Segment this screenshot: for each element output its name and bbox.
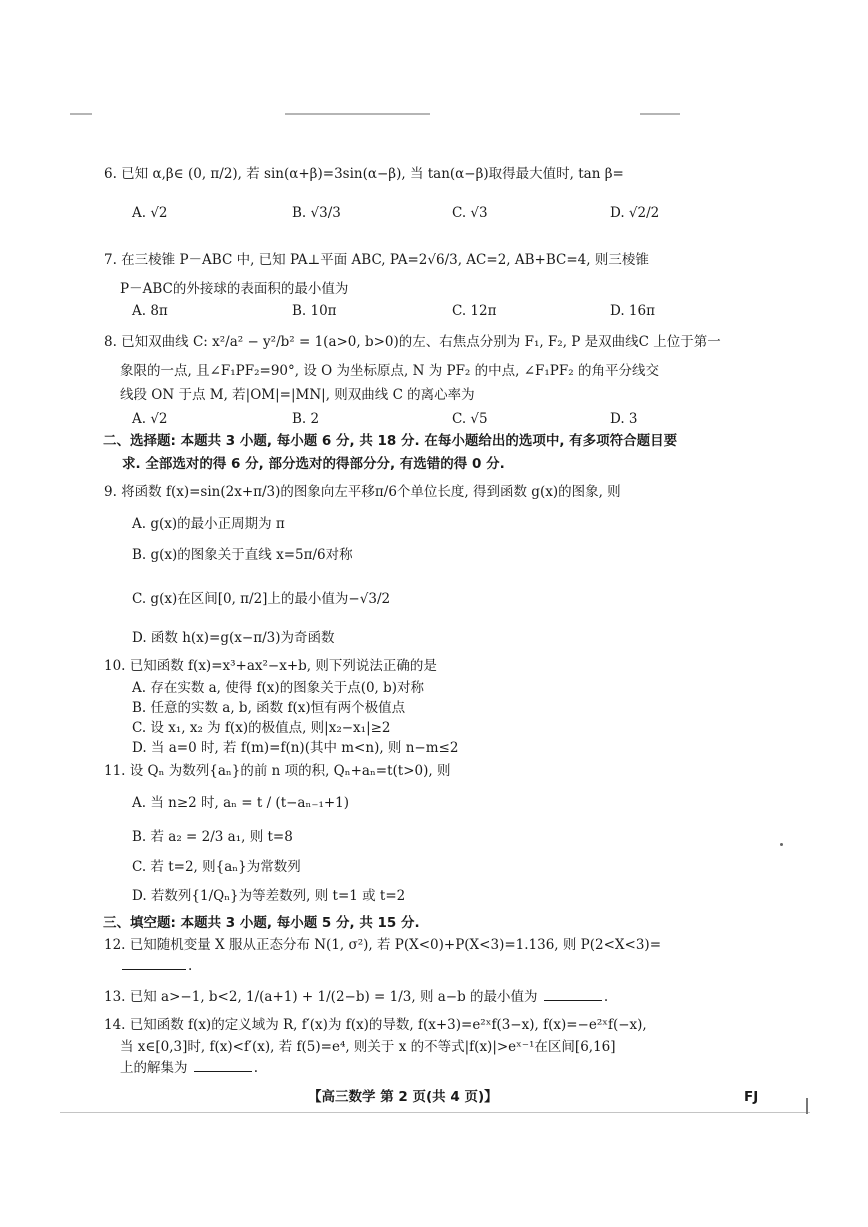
q7-option-b: B. 10π xyxy=(292,303,337,319)
top-rule-mid xyxy=(285,113,430,115)
q11-option-b: B. 若 a₂ = 2/3 a₁, 则 t=8 xyxy=(132,829,293,845)
q8-line2: 象限的一点, 且∠F₁PF₂=90°, 设 O 为坐标原点, N 为 PF₂ 的中点, ∠F₁PF₂ 的角平分线交 xyxy=(120,363,659,379)
q9-stem: 9. 将函数 f(x)=sin(2x+π/3)的图象向左平移π/6个单位长度, 得到函数 g(x)的图象, 则 xyxy=(104,484,621,500)
q8-option-a: A. √2 xyxy=(132,411,168,427)
q6-stem: 6. 已知 α,β∈ (0, π/2), 若 sin(α+β)=3sin(α−β), 当 tan(α−β)取得最大值时, tan β= xyxy=(104,166,624,182)
q12-period: . xyxy=(188,958,193,974)
q10-option-b: B. 任意的实数 a, b, 函数 f(x)恒有两个极值点 xyxy=(132,700,406,716)
top-rule-left xyxy=(70,113,92,115)
q6-option-c: C. √3 xyxy=(452,205,488,221)
q9-option-b: B. g(x)的图象关于直线 x=5π/6对称 xyxy=(132,547,353,563)
bottom-rule xyxy=(60,1112,810,1113)
scan-edge-mark xyxy=(806,1098,808,1114)
q6-option-a: A. √2 xyxy=(132,205,168,221)
q6-option-b: B. √3/3 xyxy=(292,205,341,221)
q7-option-c: C. 12π xyxy=(452,303,497,319)
scan-dot xyxy=(780,843,783,846)
q8-line1: 8. 已知双曲线 C: x²/a² − y²/b² = 1(a>0, b>0)的左、右焦点分别为 F₁, F₂, P 是双曲线C 上位于第一 xyxy=(104,334,721,350)
q12-answer-line xyxy=(120,958,192,974)
q14-line2: 当 x∈[0,3]时, f(x)<f′(x), 若 f(5)=e⁴, 则关于 x 的不等式|f(x)|>eˣ⁻¹在区间[6,16] xyxy=(120,1039,616,1055)
q8-option-d: D. 3 xyxy=(610,411,638,427)
q9-option-c: C. g(x)在区间[0, π/2]上的最小值为−√3/2 xyxy=(132,591,391,607)
q14-period: . xyxy=(253,1060,259,1076)
q11-option-d: D. 若数列{1/Qₙ}为等差数列, 则 t=1 或 t=2 xyxy=(132,888,406,904)
q13-period: . xyxy=(603,989,609,1005)
q7-line1: 7. 在三棱锥 P－ABC 中, 已知 PA⊥平面 ABC, PA=2√6/3, AC=2, AB+BC=4, 则三棱锥 xyxy=(104,252,649,268)
q7-option-a: A. 8π xyxy=(132,303,168,319)
q7-line2: P－ABC的外接球的表面积的最小值为 xyxy=(120,281,349,297)
q13-text: 13. 已知 a>−1, b<2, 1/(a+1) + 1/(2−b) = 1/3, 则 a−b 的最小值为 xyxy=(104,989,538,1005)
footer-tag: FJ xyxy=(744,1089,759,1105)
q12-line1: 12. 已知随机变量 X 服从正态分布 N(1, σ²), 若 P(X<0)+P(X<3)=1.136, 则 P(2<X<3)= xyxy=(104,937,662,953)
q10-option-c: C. 设 x₁, x₂ 为 f(x)的极值点, 则|x₂−x₁|≥2 xyxy=(132,720,391,736)
top-rule-right xyxy=(640,113,680,115)
q11-stem: 11. 设 Qₙ 为数列{aₙ}的前 n 项的积, Qₙ+aₙ=t(t>0), 则 xyxy=(104,763,451,779)
q14-line1: 14. 已知函数 f(x)的定义域为 R, f′(x)为 f(x)的导数, f(x+3)=e²ˣf(3−x), f(x)=−e²ˣf(−x), xyxy=(104,1017,647,1033)
q9-option-a: A. g(x)的最小正周期为 π xyxy=(132,516,285,532)
q8-option-c: C. √5 xyxy=(452,411,488,427)
q13-answer-blank[interactable] xyxy=(544,999,602,1001)
q7-option-d: D. 16π xyxy=(610,303,655,319)
q9-option-d: D. 函数 h(x)=g(x−π/3)为奇函数 xyxy=(132,630,335,646)
q14-line3 xyxy=(120,1060,258,1076)
q13-line xyxy=(104,989,608,1005)
section-multi-heading-line1: 二、选择题: 本题共 3 小题, 每小题 6 分, 共 18 分. 在每小题给出的选项中, 有多项符合题目要 xyxy=(103,433,678,449)
q11-option-c: C. 若 t=2, 则{aₙ}为常数列 xyxy=(132,859,301,875)
q14-text: 上的解集为 xyxy=(120,1060,188,1076)
q6-option-d: D. √2/2 xyxy=(610,205,660,221)
q14-answer-blank[interactable] xyxy=(194,1070,252,1072)
q8-line3: 线段 ON 于点 M, 若|OM|=|MN|, 则双曲线 C 的离心率为 xyxy=(120,387,475,403)
section-multi-heading-line2: 求. 全部选对的得 6 分, 部分选对的得部分分, 有选错的得 0 分. xyxy=(122,456,505,472)
q10-stem: 10. 已知函数 f(x)=x³+ax²−x+b, 则下列说法正确的是 xyxy=(104,658,437,674)
section-fill-heading: 三、填空题: 本题共 3 小题, 每小题 5 分, 共 15 分. xyxy=(103,915,420,931)
q11-option-a: A. 当 n≥2 时, aₙ = t / (t−aₙ₋₁+1) xyxy=(132,795,350,811)
q10-option-a: A. 存在实数 a, 使得 f(x)的图象关于点(0, b)对称 xyxy=(132,680,425,696)
q10-option-d: D. 当 a=0 时, 若 f(m)=f(n)(其中 m<n), 则 n−m≤2 xyxy=(132,740,459,756)
q8-option-b: B. 2 xyxy=(292,411,320,427)
q12-answer-blank[interactable] xyxy=(122,968,186,970)
page-footer: 【高三数学 第 2 页(共 4 页)】 xyxy=(308,1089,498,1105)
